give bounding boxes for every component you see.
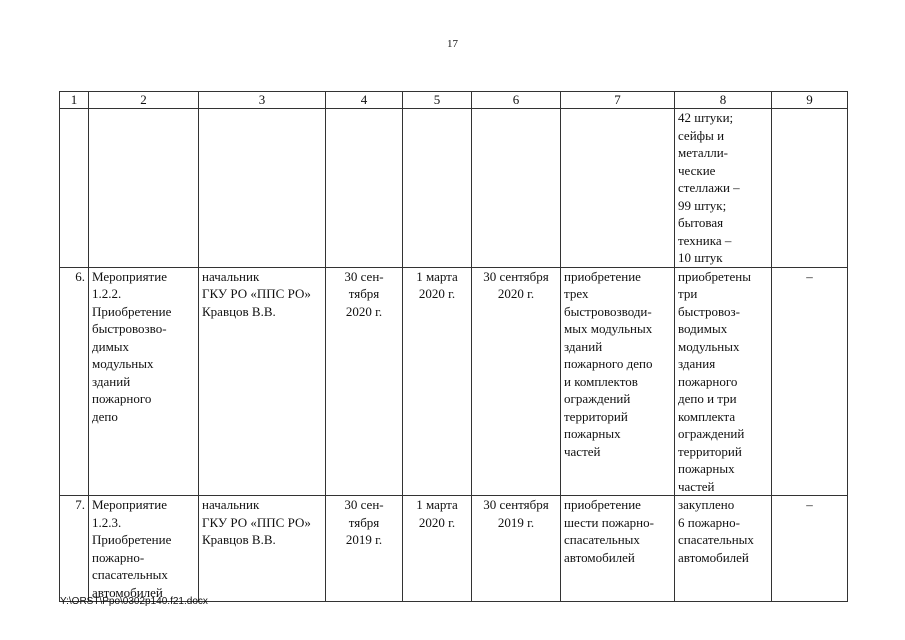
cell-text-line: техника –: [678, 232, 732, 248]
cell-text-line: здания: [678, 356, 716, 371]
cell-responsible-person: [199, 267, 326, 496]
measures-table: [59, 91, 848, 602]
cell-text-line: ческие: [678, 162, 716, 178]
cell-row-number: [60, 496, 89, 602]
cell-text-line: 2020 г.: [418, 286, 456, 301]
cell-text-line: частей: [678, 478, 715, 494]
cell-measure-name: [89, 267, 199, 496]
cell-text-line: 10 штук: [678, 250, 723, 265]
cell-text-line: пожарного: [92, 391, 152, 406]
cell-text-line: 30 сен-: [344, 268, 384, 284]
cell-actual-start-date: [403, 496, 472, 602]
cell-text-line: пожарного депо: [564, 356, 653, 371]
cell-text-line: 42 штуки;: [678, 110, 734, 125]
cell-text-line: 99 штук;: [678, 197, 727, 213]
cell-text-line: приобретение: [564, 497, 641, 512]
cell-text-line: автомобилей: [678, 549, 749, 565]
cell-expected-result: [561, 109, 675, 268]
header-cell-6: 6: [472, 92, 561, 109]
cell-actual-result: [675, 109, 772, 268]
cell-text-line: трех: [564, 286, 589, 301]
cell-actual-completion-date: [472, 496, 561, 602]
cell-problems: [772, 109, 848, 268]
cell-text-line: 30 сентября: [483, 268, 549, 284]
cell-text-line: димых: [92, 338, 130, 354]
cell-text-line: 30 сентября: [483, 497, 549, 512]
cell-text-line: водимых: [678, 321, 728, 336]
cell-text-line: пожарных: [564, 426, 621, 441]
cell-text-line: автомобилей: [92, 584, 163, 600]
cell-text-line: модульных: [92, 356, 154, 371]
cell-text-line: пожарно-: [92, 549, 145, 565]
cell-text-line: 1.2.3.: [92, 514, 122, 530]
cell-text-line: спасательных: [564, 532, 640, 547]
cell-text-line: 2020 г.: [345, 303, 383, 319]
cell-text-line: Приобретение: [92, 532, 172, 547]
cell-text-line: –: [806, 497, 813, 512]
cell-problems: [772, 496, 848, 602]
cell-responsible-person: [199, 109, 326, 268]
cell-text-line: пожарных: [678, 461, 735, 476]
header-cell-4: 4: [326, 92, 403, 109]
header-cell-8: 8: [675, 92, 772, 109]
cell-expected-result: [561, 496, 675, 602]
header-cell-2: 2: [89, 92, 199, 109]
cell-text-line: тября: [348, 514, 380, 530]
cell-responsible-person: [199, 496, 326, 602]
cell-text-line: тября: [348, 286, 380, 301]
cell-text-line: три: [678, 286, 698, 301]
cell-text-line: 2020 г.: [418, 514, 456, 530]
cell-text-line: территорий: [678, 443, 742, 459]
table-row: [60, 109, 848, 268]
cell-text-line: шести пожарно-: [564, 514, 654, 530]
header-cell-7: 7: [561, 92, 675, 109]
cell-text-line: 1 марта: [416, 497, 458, 512]
cell-text-line: 7.: [75, 497, 85, 512]
cell-text-line: Кравцов В.В.: [202, 532, 276, 547]
cell-text-line: ГКУ РО «ППС РО»: [202, 286, 311, 301]
cell-text-line: ограждений: [564, 391, 631, 406]
cell-text-line: Кравцов В.В.: [202, 303, 276, 319]
cell-row-number: [60, 267, 89, 496]
cell-text-line: Приобретение: [92, 303, 172, 319]
cell-text-line: металли-: [678, 145, 728, 160]
cell-text-line: бытовая: [678, 215, 724, 230]
cell-text-line: –: [806, 268, 813, 284]
table-row: [60, 267, 848, 496]
cell-actual-result: [675, 496, 772, 602]
cell-actual-start-date: [403, 109, 472, 268]
table-row: [60, 496, 848, 602]
document-file-path: Y:\ORST\Ppo\0302p140.f21.docx: [60, 596, 208, 607]
cell-text-line: 6.: [75, 268, 85, 284]
cell-text-line: Мероприятие: [92, 268, 167, 284]
cell-text-line: быстровозво-: [92, 321, 167, 336]
cell-problems: [772, 267, 848, 496]
cell-text-line: начальник: [202, 268, 260, 284]
cell-text-line: 6 пожарно-: [678, 514, 740, 530]
cell-text-line: частей: [564, 443, 601, 459]
cell-text-line: приобретение: [564, 268, 641, 284]
cell-text-line: ограждений: [678, 426, 745, 441]
cell-text-line: приобретены: [678, 268, 751, 284]
cell-text-line: Мероприятие: [92, 497, 167, 512]
header-cell-3: 3: [199, 92, 326, 109]
cell-actual-result: [675, 267, 772, 496]
cell-text-line: спасательных: [92, 567, 168, 582]
cell-text-line: 2019 г.: [345, 532, 383, 547]
cell-text-line: депо: [92, 408, 118, 424]
cell-text-line: закуплено: [678, 497, 735, 512]
cell-actual-start-date: [403, 267, 472, 496]
cell-measure-name: [89, 496, 199, 602]
cell-measure-name: [89, 109, 199, 268]
cell-actual-completion-date: [472, 267, 561, 496]
cell-text-line: зданий: [92, 373, 131, 389]
cell-text-line: территорий: [564, 408, 628, 424]
cell-text-line: зданий: [564, 338, 603, 354]
cell-planned-completion-date: [326, 496, 403, 602]
cell-text-line: комплекта: [678, 408, 736, 424]
cell-text-line: 1.2.2.: [92, 286, 122, 301]
cell-text-line: 2019 г.: [497, 514, 535, 530]
cell-text-line: автомобилей: [564, 549, 635, 565]
cell-text-line: и комплектов: [564, 373, 638, 389]
header-row: [60, 92, 848, 109]
cell-text-line: 1 марта: [416, 268, 458, 284]
page-number: 17: [447, 38, 458, 50]
cell-text-line: ГКУ РО «ППС РО»: [202, 514, 311, 530]
cell-text-line: 30 сен-: [344, 497, 384, 512]
cell-text-line: 2020 г.: [497, 286, 535, 301]
cell-text-line: спасательных: [678, 532, 754, 547]
cell-text-line: стеллажи –: [678, 180, 740, 195]
cell-text-line: модульных: [678, 338, 740, 354]
cell-text-line: быстровозводи-: [564, 303, 652, 319]
cell-text-line: начальник: [202, 497, 260, 512]
header-cell-1: 1: [60, 92, 89, 109]
cell-text-line: быстровоз-: [678, 303, 740, 319]
cell-text-line: мых модульных: [564, 321, 653, 336]
cell-planned-completion-date: [326, 267, 403, 496]
cell-actual-completion-date: [472, 109, 561, 268]
header-cell-5: 5: [403, 92, 472, 109]
cell-text-line: депо и три: [678, 391, 737, 406]
cell-expected-result: [561, 267, 675, 496]
header-cell-9: 9: [772, 92, 848, 109]
cell-text-line: сейфы и: [678, 127, 725, 143]
cell-planned-completion-date: [326, 109, 403, 268]
cell-row-number: [60, 109, 89, 268]
cell-text-line: пожарного: [678, 373, 738, 389]
